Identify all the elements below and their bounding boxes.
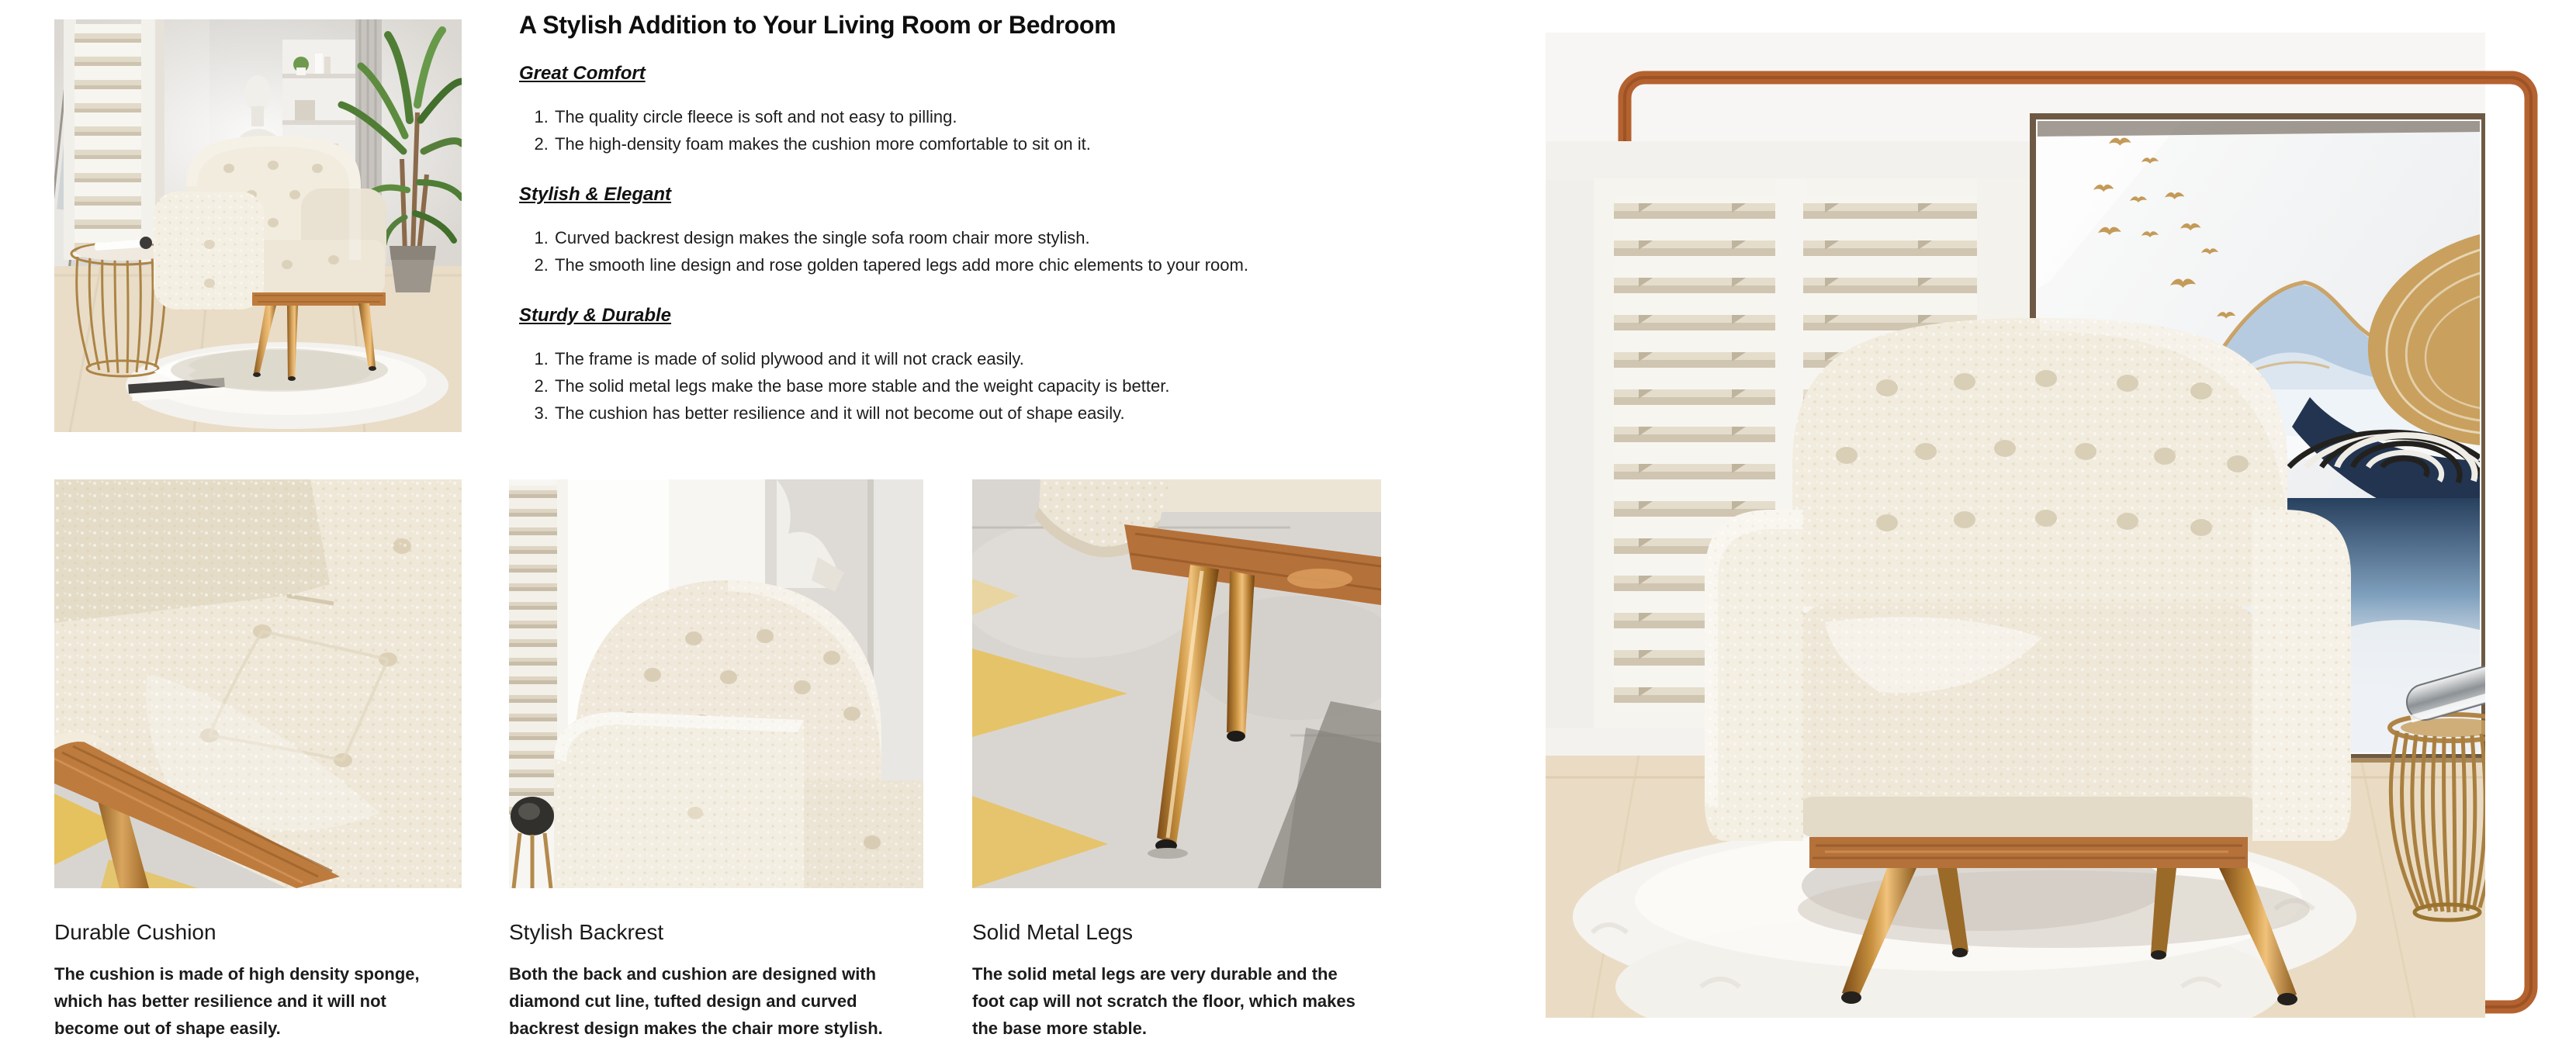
styled-room-scene-illustration	[1546, 33, 2547, 1018]
cushion-closeup-illustration	[54, 479, 462, 888]
hero-photo-left	[54, 19, 462, 432]
benefit-item: 1. The quality circle fleece is soft and not easy to pilling.	[553, 103, 1729, 130]
feature-description: The cushion is made of high density sponge, which has better resilience and it will not become out of shape easily.	[54, 964, 420, 1038]
small-stool	[511, 797, 554, 888]
benefit-item: 1. Curved backrest design makes the single sofa room chair more stylish.	[553, 224, 1729, 251]
section-heading-stylish-elegant: Stylish & Elegant	[519, 184, 672, 205]
feature-image-solid-metal-legs	[972, 479, 1381, 888]
feature-title: Durable Cushion	[54, 920, 216, 944]
description-title: A Stylish Addition to Your Living Room or Bedroom	[519, 11, 1117, 39]
section-heading-sturdy-durable: Sturdy & Durable	[519, 305, 672, 326]
feature-description: Both the back and cushion are designed with diamond cut line, tufted design and curved backrest design makes the chair more stylish.	[509, 964, 883, 1038]
section-heading-great-comfort: Great Comfort	[519, 63, 646, 84]
feature-card-durable-cushion	[54, 920, 462, 1042]
benefit-item: 3. The cushion has better resilience and it will not become out of shape easily.	[553, 400, 1729, 427]
backrest-side-view-illustration	[509, 479, 923, 888]
hero-photo-right	[1546, 33, 2547, 1018]
feature-title: Stylish Backrest	[509, 920, 664, 944]
benefit-item: 2. The high-density foam makes the cushion more comfortable to sit on it.	[553, 130, 1729, 157]
feature-title: Solid Metal Legs	[972, 920, 1134, 944]
feature-card-solid-metal-legs	[972, 920, 1380, 1042]
benefit-item: 1. The frame is made of solid plywood and it will not crack easily.	[553, 345, 1729, 372]
feature-description: The solid metal legs are very durable and the foot cap will not scratch the floor, which makes the base more stable.	[972, 964, 1356, 1038]
feature-card-stylish-backrest	[509, 920, 916, 1042]
benefit-item: 2. The solid metal legs make the base more stable and the weight capacity is better.	[553, 372, 1729, 400]
feature-image-durable-cushion	[54, 479, 462, 888]
metal-legs-closeup-illustration	[972, 479, 1381, 888]
benefit-item: 2. The smooth line design and rose golden tapered legs add more chic elements to your room.	[553, 251, 1729, 278]
living-room-scene-illustration	[54, 19, 462, 432]
feature-image-stylish-backrest	[509, 479, 923, 888]
